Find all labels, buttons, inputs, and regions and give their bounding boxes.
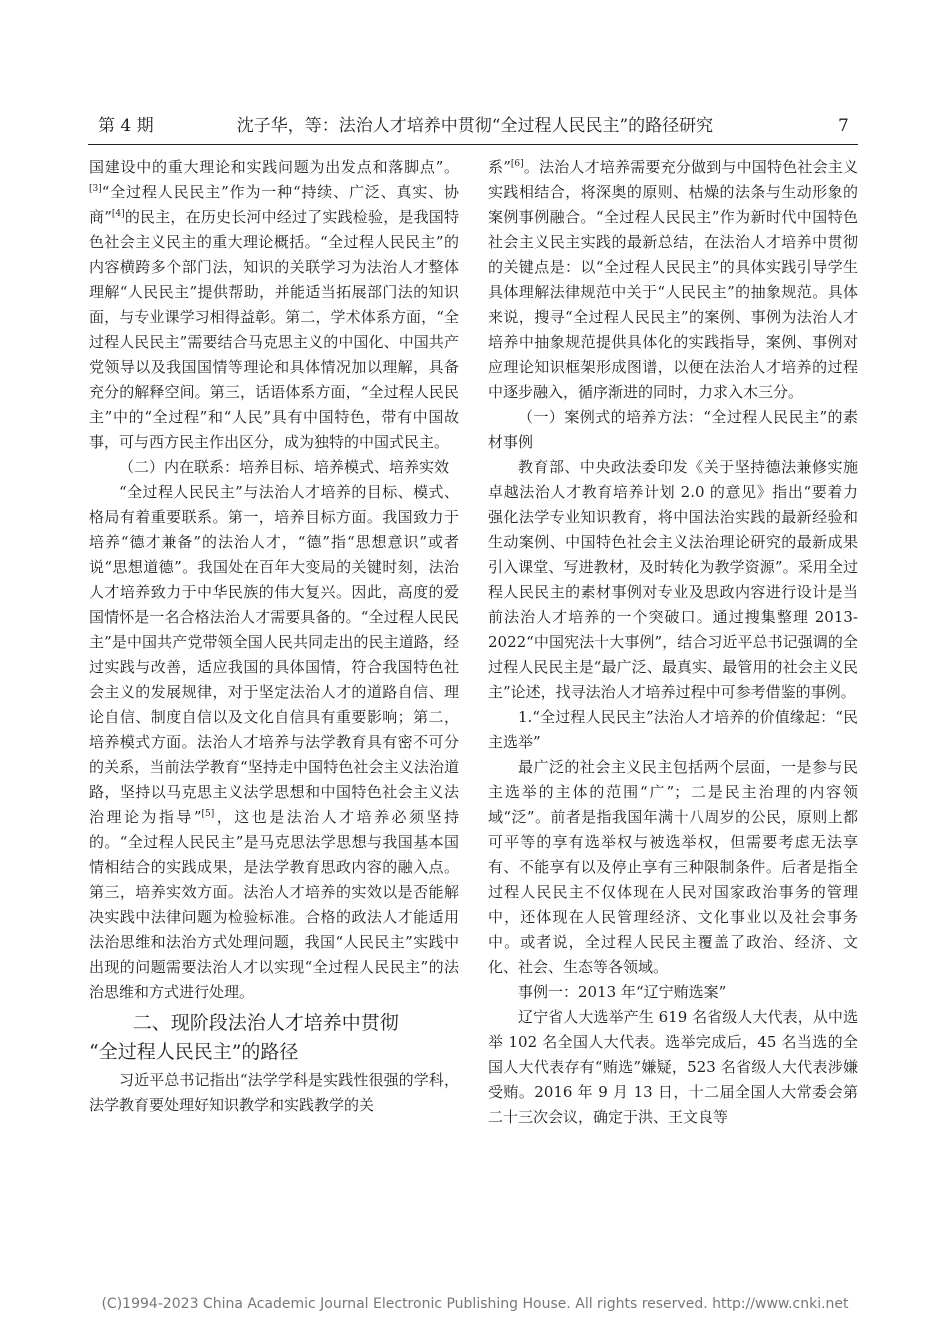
copyright-footer: (C)1994-2023 China Academic Journal Electronic Publishing House. All rights reserved. http://www.cnki.net — [101, 1296, 849, 1312]
left-column — [89, 155, 459, 1118]
text: 系” — [488, 158, 511, 176]
paragraph — [488, 155, 858, 405]
journal-issue: 第 4 期 — [98, 116, 154, 136]
paragraph — [89, 480, 459, 1005]
section-heading — [89, 1009, 459, 1067]
citation-ref[interactable]: [3] — [89, 184, 102, 194]
text: “全过程人民民主”作为一种“持续、广泛、真实、协商” — [89, 183, 459, 226]
page-number: 7 — [838, 116, 849, 136]
citation-ref[interactable]: [6] — [510, 159, 524, 169]
paragraph: 辽宁省人大选举产生 619 名省级人大代表，从中选举 102 名全国人大代表。选举完成后，45 名当选的全国人大代表存有“贿选”嫌疑，523 名省级人大代表涉嫌受贿。2016 年 9 月 13 日，十二届全国人大常委会第二十三次会议，确定于洪、王文良等 — [488, 1008, 858, 1126]
citation-ref[interactable]: [5] — [201, 809, 215, 819]
header-rule — [88, 144, 858, 145]
subsection-heading: （一）案例式的培养方法：“全过程人民民主”的素材事例 — [488, 408, 858, 451]
right-column — [488, 155, 858, 1130]
section-heading-line: “全过程人民民主”的路径 — [89, 1041, 299, 1063]
case-heading: 事例一：2013 年“辽宁贿选案” — [518, 983, 727, 1001]
text: 的民主，在历史长河中经过了实践检验，是我国特色社会主义民主的重大理论概括。“全过程人民民主”的内容横跨多个部门法，知识的关联学习为法治人才整体理解“人民民主”提供帮助，并能适当拓展部门法的知识面，与专业课学习相得益彰。第二，学术体系方面，“全过程人民民主”需要结合马克思主义的中国化、中国共产党领导以及我国国情等理论和具体情况加以理解，具备充分的解释空间。第三，话语体系方面，“全过程人民民主”中的“全过程”和“人民”具有中国特色，带有中国故事，可与西方民主作出区分，成为独特的中国式民主。 — [89, 208, 459, 451]
paragraph: 习近平总书记指出“法学学科是实践性很强的学科，法学教育要处理好知识教学和实践教学的关 — [89, 1071, 459, 1114]
text: “全过程人民民主”与法治人才培养的目标、模式、格局有着重要联系。第一，培养目标方面。我国致力于培养“德才兼备”的法治人才，“德”指“思想意识”或者说“思想道德”。我国处在百年大变局的关键时刻，法治人才培养致力于中华民族的伟大复兴。因此，高度的爱国情怀是一名合格法治人才需要具备的。“全过程人民民主”是中国共产党带领全国人民共同走出的民主道路，经过实践与改善，适应我国的具体国情，符合我国特色社会主义的发展规律，对于坚定法治人才的道路自信、理论自信、制度自信以及文化自信具有重要影响；第二，培养模式方面。法治人才培养与法学教育具有密不可分的关系，当前法学教育“坚持走中国特色社会主义法治道路，坚持以马克思主义法学思想和中国特色社会主义法治理论为指导” — [89, 483, 459, 826]
paragraph: 最广泛的社会主义民主包括两个层面，一是参与民主选举的主体的范围“广”；二是民主治理的内容领域“泛”。前者是指我国年满十八周岁的公民，原则上都可平等的享有选举权与被选举权，但需要考虑无法享有、不能享有以及停止享有三种限制条件。后者是指全过程人民民主不仅体现在人民对国家政治事务的管理中，还体现在人民管理经济、文化事业以及社会事务中。或者说，全过程人民民主覆盖了政治、经济、文化、社会、生态等各领域。 — [488, 758, 858, 976]
subsection-heading: （二）内在联系：培养目标、培养模式、培养实效 — [119, 458, 450, 476]
text: 。法治人才培养需要充分做到与中国特色社会主义实践相结合，将深奥的原则、枯燥的法条与生动形象的案例事例融合。“全过程人民民主”作为新时代中国特色社会主义民主实践的最新总结，在法治人才培养中贯彻的关键点是：以“全过程人民民主”的具体实践引导学生具体理解法律规范中关于“人民民主”的抽象规范。具体来说，搜寻“全过程人民民主”的案例、事例为法治人才培养中抽象规范提供具体化的实践指导，案例、事例对应理论知识框架形成图谱，以便在法治人才培养的过程中逐步融入，循序渐进的同时，力求入木三分。 — [488, 158, 858, 401]
text: ，这也是法治人才培养必须坚持的。“全过程人民民主”是马克思法学思想与我国基本国情相结合的实践成果，是法学教育思政内容的融入点。第三，培养实效方面。法治人才培养的实效以是否能解决实践中法律问题为检验标准。合格的政法人才能适用法治思维和法治方式处理问题，我国“人民民主”实践中出现的问题需要法治人才以实现“全过程人民民主”的法治思维和方式进行处理。 — [89, 808, 459, 1001]
running-title: 沈子华，等：法治人才培养中贯彻“全过程人民民主”的路径研究 — [236, 116, 714, 136]
paragraph: 教育部、中央政法委印发《关于坚持德法兼修实施卓越法治人才教育培养计划 2.0 的意见》指出“要着力强化法学专业知识教育，将中国法治实践的最新经验和生动案例、中国特色社会主义法治理论研究的最新成果引入课堂、写进教材，及时转化为教学资源”。采用全过程人民民主的素材事例对专业及思政内容进行设计是当前法治人才培养的一个突破口。通过搜集整理 2013-2022“中国宪法十大事例”，结合习近平总书记强调的全过程人民民主是“最广泛、最真实、最管用的社会主义民主”论述，找寻法治人才培养过程中可参考借鉴的事例。 — [488, 458, 858, 701]
section-heading-line: 二、现阶段法治人才培养中贯彻 — [132, 1012, 399, 1034]
citation-ref[interactable]: [4] — [111, 209, 125, 219]
text: 国建设中的重大理论和实践问题为出发点和落脚点”。 — [89, 158, 459, 176]
paragraph — [89, 155, 459, 455]
item-heading: 1.“全过程人民民主”法治人才培养的价值缘起：“民主选举” — [488, 708, 858, 751]
